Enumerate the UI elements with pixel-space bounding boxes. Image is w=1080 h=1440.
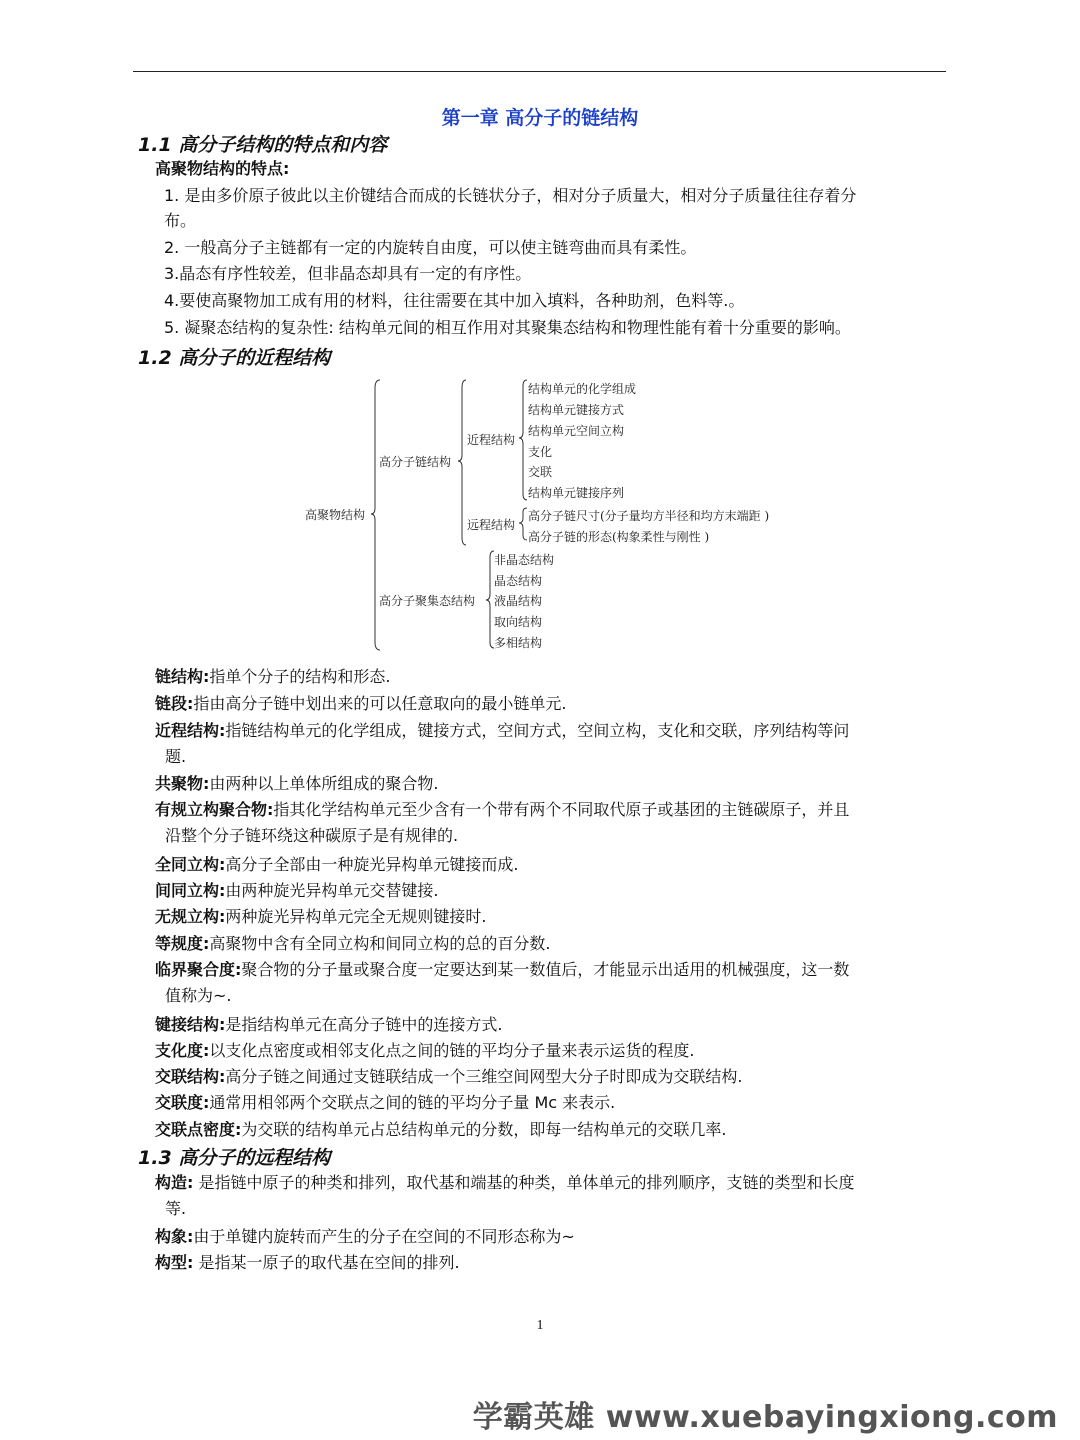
feature-item: 3.晶态有序性较差，但非晶态却具有一定的有序性。	[164, 264, 532, 283]
definition: 构造: 是指链中原子的种类和排列，取代基和端基的种类，单体单元的排列顺序，支链的类型和长度 等.	[155, 1173, 855, 1218]
definition: 构型: 是指某一原子的取代基在空间的排列.	[155, 1253, 460, 1272]
definition: 链结构:指单个分子的结构和形态.	[155, 667, 391, 686]
definition: 有规立构聚合物:指其化学结构单元至少含有一个带有两个不同取代原子或基团的主链碳原子，并且 沿整个分子链环绕这种碳原子是有规律的.	[155, 800, 850, 845]
definition: 构象:由于单键内旋转而产生的分子在空间的不同形态称为~	[155, 1227, 575, 1246]
definition: 共聚物:由两种以上单体所组成的聚合物.	[155, 774, 439, 793]
section-heading-1-2: 1.2 高分子的近程结构	[138, 347, 331, 369]
section-heading-1-1: 1.1 高分子结构的特点和内容	[138, 134, 388, 156]
tree-far-item: 高分子链的形态(构象柔性与刚性 )	[528, 530, 710, 544]
definition: 等规度:高聚物中含有全同立构和间同立构的总的百分数.	[155, 934, 551, 953]
definition: 交联度:通常用相邻两个交联点之间的链的平均分子量 Mc 来表示.	[155, 1093, 616, 1112]
definition: 键接结构:是指结构单元在高分子链中的连接方式.	[155, 1015, 503, 1034]
feature-item: 1. 是由多价原子彼此以主价键结合而成的长链状分子，相对分子质量大，相对分子质量往往存着分	[164, 186, 857, 205]
definition: 全同立构:高分子全部由一种旋光异构单元键接而成.	[155, 855, 519, 874]
definition: 临界聚合度:聚合物的分子量或聚合度一定要达到某一数值后，才能显示出适用的机械强度，这一数 值称为~.	[155, 960, 850, 1005]
tree-near-item: 结构单元空间立构	[528, 424, 625, 438]
definition: 链段:指由高分子链中划出来的可以任意取向的最小链单元.	[155, 694, 567, 713]
definition: 支化度:以支化点密度或相邻支化点之间的链的平均分子量来表示运货的程度.	[155, 1041, 695, 1060]
definition: 无规立构:两种旋光异构单元完全无规则键接时.	[155, 907, 487, 926]
tree-chain-structure: 高分子链结构	[379, 455, 452, 469]
definition: 间同立构:由两种旋光异构单元交替键接.	[155, 881, 439, 900]
feature-item: 2. 一般高分子主链都有一定的内旋转自由度，可以使主链弯曲而具有柔性。	[164, 238, 697, 257]
feature-item: 5. 凝聚态结构的复杂性: 结构单元间的相互作用对其聚集态结构和物理性能有着十分重要的影响。	[164, 318, 851, 337]
tree-near-item: 支化	[528, 445, 553, 459]
tree-agg-item: 晶态结构	[494, 574, 543, 588]
tree-far-structure: 远程结构	[467, 518, 516, 532]
chapter-title: 第一章 高分子的链结构	[441, 107, 639, 129]
tree-aggregate-structure: 高分子聚集态结构	[379, 594, 476, 608]
tree-agg-item: 多相结构	[494, 636, 543, 650]
feature-item: 布。	[164, 211, 197, 230]
tree-near-structure: 近程结构	[467, 433, 516, 447]
definition: 交联点密度:为交联的结构单元占总结构单元的分数，即每一结构单元的交联几率.	[155, 1120, 727, 1139]
tree-agg-item: 取向结构	[494, 615, 543, 629]
features-heading: 高聚物结构的特点:	[155, 159, 290, 178]
tree-agg-item: 非晶态结构	[494, 553, 555, 567]
page-number: 1	[536, 1318, 544, 1333]
tree-root: 高聚物结构	[305, 508, 366, 522]
section-heading-1-3: 1.3 高分子的远程结构	[138, 1147, 331, 1169]
tree-near-item: 结构单元的化学组成	[528, 382, 637, 396]
definition: 交联结构:高分子链之间通过支链联结成一个三维空间网型大分子时即成为交联结构.	[155, 1067, 743, 1086]
definition: 近程结构:指链结构单元的化学组成，键接方式，空间方式，空间立构，支化和交联，序列结构等问 题.	[155, 721, 850, 766]
tree-far-item: 高分子链尺寸(分子量均方半径和均方末端距 )	[528, 509, 770, 523]
tree-near-item: 交联	[528, 465, 553, 479]
tree-agg-item: 液晶结构	[494, 594, 543, 608]
watermark: 学霸英雄 www.xuebayingxiong.com	[472, 1400, 1058, 1435]
tree-near-item: 结构单元键接方式	[528, 403, 625, 417]
feature-item: 4.要使高聚物加工成有用的材料，往往需要在其中加入填料，各种助剂，色料等.。	[164, 291, 745, 310]
tree-near-item: 结构单元键接序列	[528, 486, 625, 500]
